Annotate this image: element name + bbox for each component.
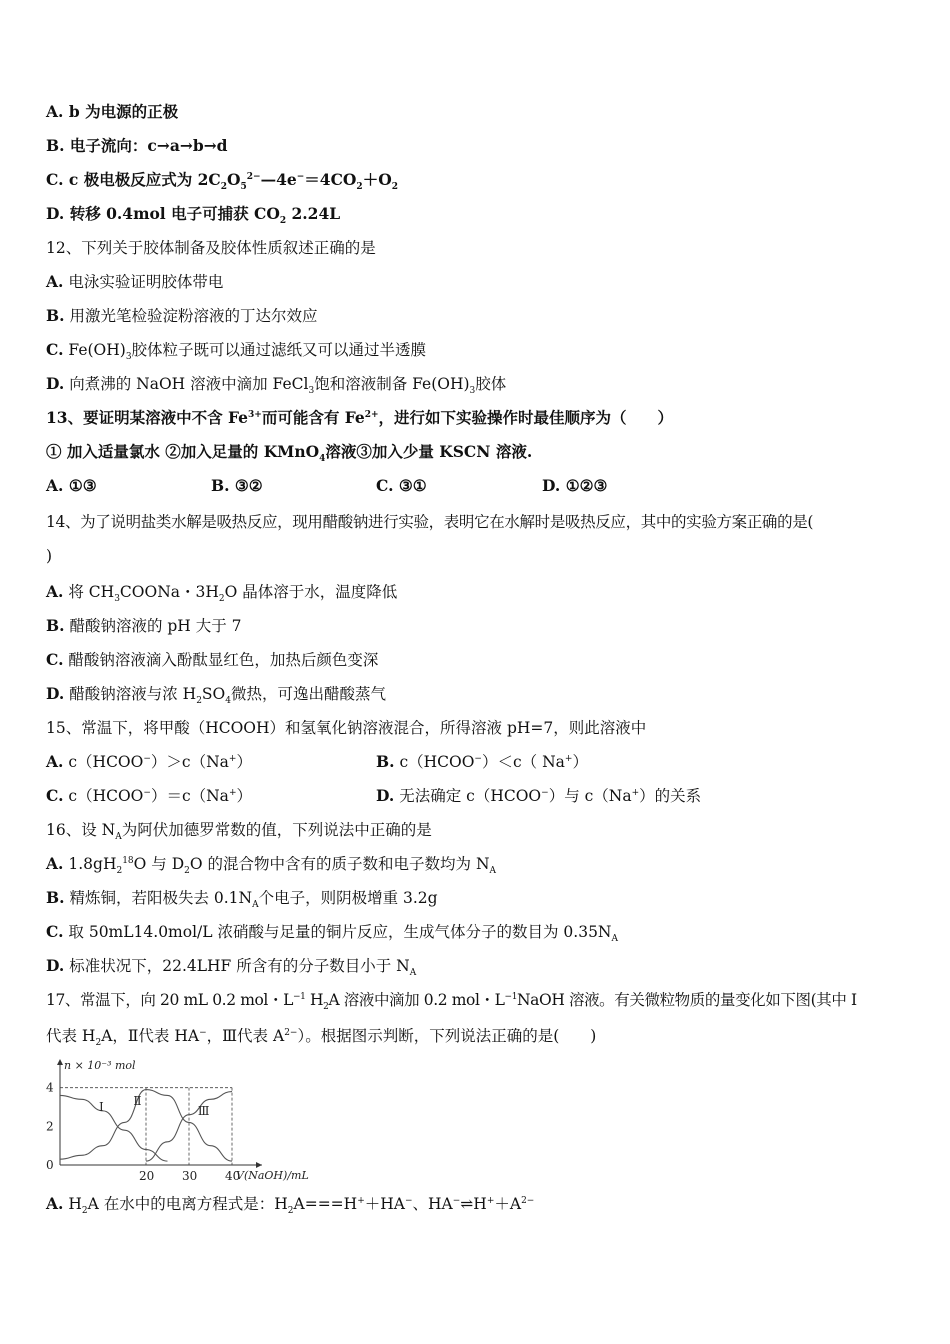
option-text: ）＞c（Na bbox=[150, 753, 229, 771]
superscript: − bbox=[404, 1195, 413, 1206]
superscript: + bbox=[228, 787, 237, 798]
subscript: 3 bbox=[469, 386, 476, 397]
option-text: 电泳实验证明胶体带电 bbox=[68, 273, 224, 291]
option-label: C. bbox=[46, 340, 64, 359]
series-annotation: Ⅱ bbox=[133, 1094, 142, 1109]
q15-option-a[interactable] bbox=[46, 752, 252, 772]
option-text: O bbox=[227, 170, 241, 189]
subscript: A bbox=[611, 934, 618, 945]
superscript: − bbox=[474, 753, 482, 764]
q14-option-b[interactable] bbox=[46, 616, 242, 636]
option-text: ）的关系 bbox=[639, 787, 702, 805]
subscript: 2 bbox=[196, 696, 202, 707]
superscript: − bbox=[541, 787, 549, 798]
option-label: C. bbox=[46, 786, 64, 805]
option-text: c 极电极反应式为 2C bbox=[68, 170, 221, 189]
question-stem: A，Ⅱ代表 HA bbox=[101, 1027, 200, 1045]
option-text: c（HCOO bbox=[399, 753, 475, 771]
q15-option-c[interactable] bbox=[46, 786, 252, 806]
option-label: C. bbox=[46, 650, 64, 669]
species-distribution-chart bbox=[38, 1055, 348, 1183]
option-text: H bbox=[473, 1195, 487, 1213]
subscript: 2 bbox=[116, 866, 123, 877]
option-text: ） bbox=[236, 753, 252, 771]
subscript: 2 bbox=[220, 182, 227, 193]
option-text: Fe(OH) bbox=[68, 341, 126, 359]
q12-option-d[interactable] bbox=[46, 374, 507, 397]
subscript: 2 bbox=[391, 182, 398, 193]
subscript: A bbox=[489, 866, 497, 877]
q15-option-b[interactable] bbox=[376, 752, 588, 772]
option-text: c（HCOO bbox=[68, 787, 144, 805]
subscript: 2 bbox=[279, 216, 287, 227]
superscript: 3+ bbox=[248, 409, 262, 420]
option-text: COONa・3H bbox=[119, 583, 219, 601]
superscript: − bbox=[452, 1195, 461, 1206]
option-text: ） bbox=[572, 753, 588, 771]
option-label: A. bbox=[46, 1194, 64, 1213]
option-text: 用激光笔检验淀粉溶液的丁达尔效应 bbox=[69, 307, 318, 325]
q14-option-d[interactable] bbox=[46, 684, 386, 707]
q16-stem bbox=[46, 820, 432, 843]
option-text: 醋酸钠溶液滴入酚酞显红色，加热后颜色变深 bbox=[68, 651, 379, 669]
q13-option-b[interactable] bbox=[211, 476, 263, 496]
option-label: D. bbox=[542, 476, 561, 495]
x-axis-arrow bbox=[256, 1162, 262, 1168]
superscript: − bbox=[143, 753, 151, 764]
subscript: 3 bbox=[125, 352, 132, 363]
question-stem: 17、常温下，向 20 mL 0.2 mol・L bbox=[46, 991, 293, 1009]
equilibrium-arrow: ⇌ bbox=[460, 1195, 474, 1213]
subscript: 2 bbox=[287, 1206, 294, 1217]
option-text: 胶体粒子既可以通过滤纸又可以通过半透膜 bbox=[131, 341, 427, 359]
question-stem: H bbox=[305, 991, 324, 1009]
q11-option-c[interactable] bbox=[46, 170, 398, 193]
subscript: 4 bbox=[225, 696, 231, 707]
question-stem: 14、为了说明盐类水解是吸热反应，现用醋酸钠进行实验，表明它在水解时是吸热反应，其中的实验方案正确的是( bbox=[46, 513, 814, 531]
option-text: A===H bbox=[293, 1195, 358, 1213]
question-stem: ，进行如下实验操作时最佳顺序为（ ） bbox=[378, 408, 674, 427]
option-text: 饱和溶液制备 Fe(OH) bbox=[314, 375, 470, 393]
superscript: 2− bbox=[246, 171, 261, 182]
question-stem: ，Ⅲ代表 A bbox=[206, 1027, 285, 1045]
q16-option-b[interactable] bbox=[46, 888, 438, 911]
superscript: 2− bbox=[284, 1027, 298, 1038]
option-label: B. bbox=[46, 888, 65, 907]
superscript: 2− bbox=[521, 1195, 535, 1206]
subscript: A bbox=[115, 832, 122, 843]
y-axis-arrow bbox=[57, 1059, 63, 1065]
subscript: 3 bbox=[114, 594, 120, 605]
question-stem: 代表 H bbox=[46, 1027, 96, 1045]
subscript: 5 bbox=[240, 182, 247, 193]
option-label: A. bbox=[46, 854, 64, 873]
option-label: A. bbox=[46, 752, 64, 771]
option-label: B. bbox=[376, 752, 395, 771]
q12-option-c[interactable] bbox=[46, 340, 427, 363]
q14-option-c[interactable] bbox=[46, 650, 378, 670]
q11-option-a[interactable] bbox=[46, 102, 178, 122]
x-tick-label: 40 bbox=[225, 1169, 241, 1183]
q17-option-a[interactable] bbox=[46, 1194, 535, 1217]
y-axis-label: n × 10⁻³ mol bbox=[64, 1059, 136, 1072]
question-stem: 15、常温下，将甲酸（HCOOH）和氢氧化钠溶液混合，所得溶液 pH=7，则此溶液中 bbox=[46, 719, 647, 737]
subscript: 2 bbox=[323, 1002, 329, 1013]
chart-axes bbox=[46, 1059, 309, 1183]
superscript: 2+ bbox=[364, 409, 379, 420]
option-text: 无法确定 c（HCOO bbox=[399, 787, 542, 805]
option-label: D. bbox=[376, 786, 395, 805]
q17-stem bbox=[46, 990, 857, 1013]
option-label: B. bbox=[211, 476, 230, 495]
question-stem: 而可能含有 Fe bbox=[261, 408, 365, 427]
option-text: O 与 D bbox=[133, 855, 185, 873]
option-label: D. bbox=[46, 684, 65, 703]
subscript: 2 bbox=[95, 1038, 102, 1049]
subscript: 2 bbox=[356, 182, 363, 193]
option-text: 标准状况下，22.4LHF 所含有的分子数目小于 N bbox=[69, 957, 410, 975]
option-text: ＋HA bbox=[364, 1195, 405, 1213]
q13-steps bbox=[46, 442, 533, 465]
q15-stem bbox=[46, 718, 646, 738]
x-tick-label: 30 bbox=[182, 1169, 198, 1183]
option-text: 个电子，则阴极增重 3.2g bbox=[258, 889, 438, 907]
option-text: SO bbox=[201, 685, 226, 703]
option-label: B. bbox=[46, 136, 65, 155]
option-text: ③② bbox=[234, 476, 263, 495]
series-line-1 bbox=[60, 1095, 168, 1161]
subscript: 2 bbox=[81, 1206, 88, 1217]
option-text: ①③ bbox=[68, 476, 97, 495]
option-text: ＋O bbox=[362, 170, 392, 189]
superscript: −1 bbox=[504, 991, 518, 1002]
q12-option-b[interactable] bbox=[46, 306, 317, 326]
series-annotation: Ⅲ bbox=[197, 1103, 210, 1118]
option-text: 2.24L bbox=[286, 204, 341, 223]
q16-option-a[interactable] bbox=[46, 854, 497, 877]
option-text: ＋A bbox=[494, 1195, 522, 1213]
option-text: 醋酸钠溶液与浓 H bbox=[69, 685, 197, 703]
subscript: 3 bbox=[308, 386, 315, 397]
question-stem: 13、要证明某溶液中不含 Fe bbox=[46, 408, 248, 427]
q13-option-a[interactable] bbox=[46, 476, 97, 496]
option-label: C. bbox=[46, 170, 64, 189]
superscript: + bbox=[486, 1195, 495, 1206]
q13-option-d[interactable] bbox=[542, 476, 607, 496]
superscript: + bbox=[357, 1195, 365, 1206]
option-text: 醋酸钠溶液的 pH 大于 7 bbox=[69, 617, 242, 635]
option-label: D. bbox=[46, 956, 65, 975]
option-text: ＝4CO bbox=[304, 170, 357, 189]
option-label: A. bbox=[46, 272, 64, 291]
q12-stem bbox=[46, 238, 376, 258]
question-stem: ）。根据图示判断，下列说法正确的是( ) bbox=[297, 1027, 597, 1045]
superscript: − bbox=[143, 787, 151, 798]
option-text: b 为电源的正极 bbox=[68, 102, 179, 121]
superscript: + bbox=[564, 753, 573, 764]
superscript: − bbox=[296, 171, 305, 182]
option-label: D. bbox=[46, 374, 65, 393]
option-text: ③① bbox=[398, 476, 427, 495]
q11-option-b[interactable] bbox=[46, 136, 228, 156]
q16-option-d[interactable] bbox=[46, 956, 417, 979]
question-stem: 溶液③加入少量 KSCN 溶液. bbox=[325, 442, 533, 461]
superscript: 18 bbox=[122, 855, 134, 866]
superscript: + bbox=[631, 787, 640, 798]
option-text: 向煮沸的 NaOH 溶液中滴加 FeCl bbox=[69, 375, 309, 393]
option-text: 转移 0.4mol 电子可捕获 CO bbox=[69, 204, 280, 223]
superscript: + bbox=[228, 753, 237, 764]
option-text: ） bbox=[236, 787, 252, 805]
option-text: ①②③ bbox=[565, 476, 608, 495]
option-label: C. bbox=[46, 922, 64, 941]
option-text: O 的混合物中含有的质子数和电子数均为 N bbox=[189, 855, 490, 873]
option-label: C. bbox=[376, 476, 394, 495]
superscript: − bbox=[199, 1027, 207, 1038]
option-text: c（HCOO bbox=[68, 753, 144, 771]
option-text: 将 CH bbox=[68, 583, 115, 601]
option-text: ）与 c（Na bbox=[548, 787, 632, 805]
subscript: 2 bbox=[184, 866, 190, 877]
option-label: D. bbox=[46, 204, 65, 223]
q16-option-c[interactable] bbox=[46, 922, 618, 945]
option-text: 精炼铜，若阳极失去 0.1N bbox=[69, 889, 253, 907]
option-text: —4e bbox=[260, 170, 297, 189]
option-label: B. bbox=[46, 306, 65, 325]
option-text: 胶体 bbox=[475, 375, 507, 393]
y-tick-label: 0 bbox=[46, 1158, 54, 1172]
question-stem: A 溶液中滴加 0.2 mol・L bbox=[328, 991, 505, 1009]
option-text: 1.8gH bbox=[68, 855, 117, 873]
question-stem: ① 加入适量氯水 ②加入足量的 KMnO bbox=[46, 442, 320, 461]
superscript: −1 bbox=[292, 991, 306, 1002]
option-text: H bbox=[68, 1195, 82, 1213]
option-text: 取 50mL14.0mol/L 浓硝酸与足量的铜片反应，生成气体分子的数目为 0.35N bbox=[68, 923, 612, 941]
x-tick-label: 20 bbox=[139, 1169, 155, 1183]
question-stem: 16、设 N bbox=[46, 821, 116, 839]
option-text: O 晶体溶于水，温度降低 bbox=[224, 583, 398, 601]
option-text: 微热，可逸出醋酸蒸气 bbox=[230, 685, 386, 703]
question-stem: NaOH 溶液。有关微粒物质的量变化如下图(其中 I bbox=[517, 991, 857, 1009]
option-text: 电子流向：c→a→b→d bbox=[69, 136, 228, 155]
q14-option-a[interactable] bbox=[46, 582, 398, 605]
option-text: 、HA bbox=[412, 1195, 453, 1213]
subscript: 2 bbox=[218, 594, 225, 605]
q14-stem-cont bbox=[46, 546, 52, 566]
question-stem: ) bbox=[46, 547, 53, 565]
subscript: 4 bbox=[319, 454, 326, 465]
question-stem: 为阿伏加德罗常数的值，下列说法中正确的是 bbox=[121, 821, 432, 839]
q14-stem bbox=[46, 512, 813, 532]
option-text: ）＝c（Na bbox=[150, 787, 229, 805]
x-axis-label: V(NaOH)/mL bbox=[236, 1169, 309, 1182]
subscript: A bbox=[409, 968, 417, 979]
option-text: ）＜c（ Na bbox=[481, 753, 565, 771]
subscript: A bbox=[252, 900, 259, 911]
q13-option-c[interactable] bbox=[376, 476, 427, 496]
option-label: A. bbox=[46, 476, 64, 495]
option-label: B. bbox=[46, 616, 65, 635]
question-stem: 12、下列关于胶体制备及胶体性质叙述正确的是 bbox=[46, 239, 376, 257]
y-tick-label: 4 bbox=[46, 1080, 54, 1095]
q15-option-d[interactable] bbox=[376, 786, 701, 806]
series-annotation: Ⅰ bbox=[99, 1100, 104, 1114]
q17-stem-cont bbox=[46, 1026, 597, 1049]
q13-stem bbox=[46, 408, 673, 428]
option-label: A. bbox=[46, 102, 64, 121]
y-tick-label: 2 bbox=[46, 1119, 54, 1134]
option-label: A. bbox=[46, 582, 64, 601]
q12-option-a[interactable] bbox=[46, 272, 223, 292]
q11-option-d[interactable] bbox=[46, 204, 341, 227]
option-text: A 在水中的电离方程式是：H bbox=[87, 1195, 288, 1213]
